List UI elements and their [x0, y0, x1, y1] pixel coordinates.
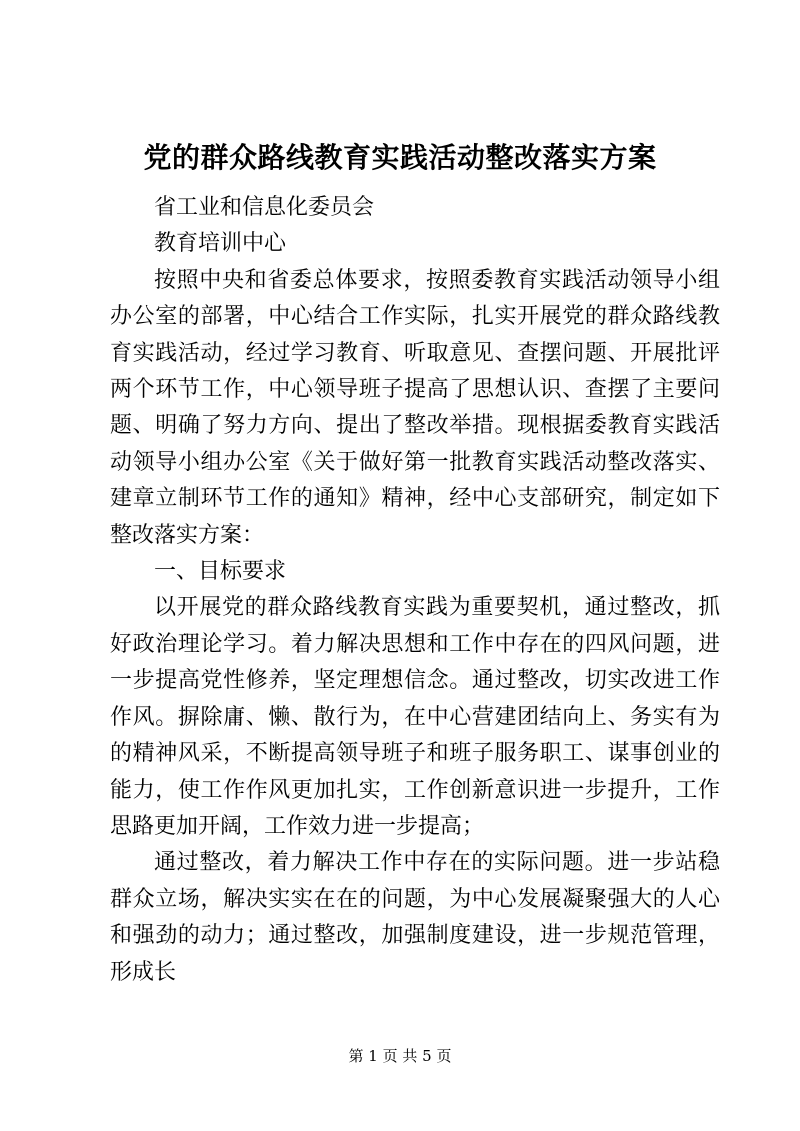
paragraph-department: 教育培训中心 [154, 231, 287, 257]
paragraph-intro: 按照中央和省委总体要求，按照委教育实践活动领导小组办公室的部署，中心结合工作实际，扎实开展党的群众路线教育实践活动，经过学习教育、听取意见、查摆问题、开展批评两个环节工作，中心领导班子提高了思想认识、查摆了主要问题、明确了努力方向、提出了整改举措。现根据委教育实践活动领导小组办公室《关于做好第一批教育实践活动整改落实、建章立制环节工作的通知》精神，经中心支部研究，制定如下整改落实方案： [110, 267, 720, 548]
paragraph-org-name: 省工业和信息化委员会 [154, 195, 375, 220]
paragraph-goals-1: 以开展党的群众路线教育实践为重要契机，通过整改，抓好政治理论学习。着力解决思想和工作中存在的四风问题，进一步提高党性修养，坚定理想信念。通过整改，切实改进工作作风。摒除庸、懒、散行为，在中心营建团结向上、务实有为的精神风采，不断提高领导班子和班子服务职工、谋事创业的能力，使工作作风更加扎实，工作创新意识进一步提升，工作思路更加开阔，工作效力进一步提高； [110, 595, 720, 839]
document-title: 党的群众路线教育实践活动整改落实方案 [143, 141, 657, 174]
section-heading-goals: 一、目标要求 [154, 559, 287, 585]
paragraph-goals-2: 通过整改，着力解决工作中存在的实际问题。进一步站稳群众立场，解决实实在在的问题，为中心发展凝聚强大的人心和强劲的动力；通过整改，加强制度建设，进一步规范管理，形成长 [110, 850, 720, 985]
document-body [110, 190, 720, 991]
page-footer: 第 1 页 共 5 页 [348, 1047, 452, 1065]
